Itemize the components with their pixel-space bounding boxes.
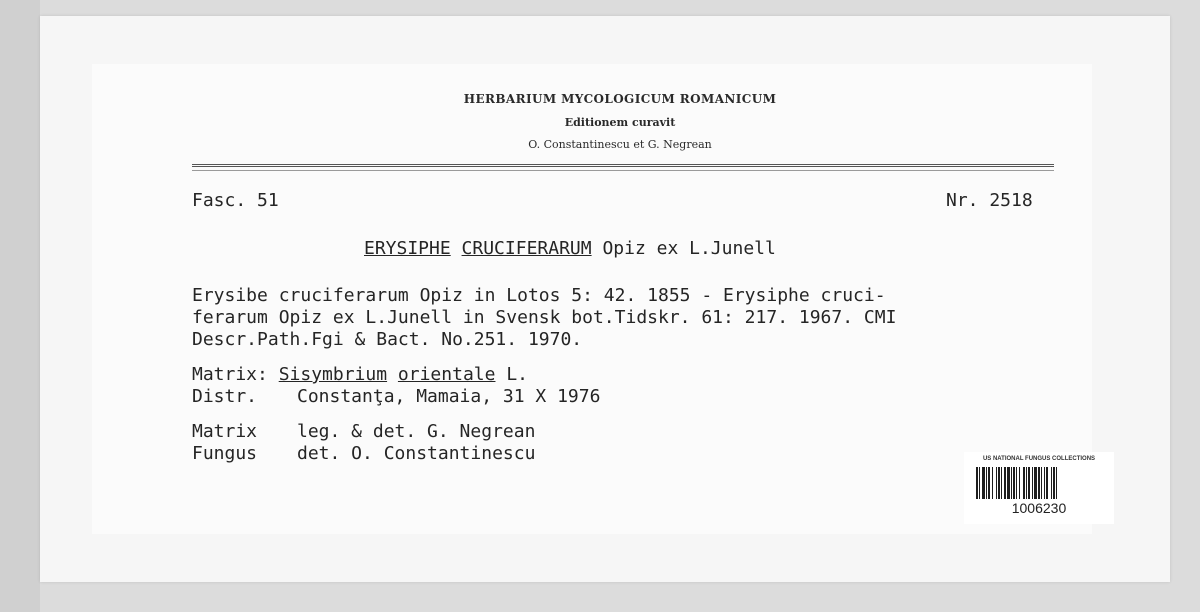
synonymy-line: Descr.Path.Fgi & Bact. No.251. 1970. (192, 329, 583, 350)
matrix-row (192, 364, 528, 386)
collector-value: leg. & det. G. Negrean (297, 421, 536, 442)
barcode-number: 1006230 (1011, 500, 1067, 516)
fascicle-number: Fasc. 51 (192, 190, 279, 211)
barcode-bars (976, 467, 1102, 499)
matrix-epithet: orientale (397, 364, 496, 385)
species-epithet: CRUCIFERARUM (461, 238, 592, 259)
collector-label: Matrix (192, 421, 258, 442)
barcode-caption: US NATIONAL FUNGUS COLLECTIONS (982, 456, 1096, 462)
determiner-label: Fungus (192, 443, 258, 464)
header-divider-thin (192, 170, 1054, 171)
distribution-label: Distr. (192, 386, 258, 407)
background-margin (0, 0, 40, 612)
synonymy-line: Erysibe cruciferarum Opiz in Lotos 5: 42. 1855 - Erysiphe cruci- (192, 285, 886, 306)
distribution-row (192, 386, 257, 408)
species-authority: Opiz ex L.Junell (602, 238, 776, 259)
matrix-label: Matrix: (192, 364, 268, 385)
editorial-subtitle: Editionem curavit (564, 116, 676, 129)
determiner-value: det. O. Constantinescu (297, 443, 536, 464)
header-divider (192, 164, 1054, 167)
matrix-genus: Sisymbrium (278, 364, 388, 385)
editors: O. Constantinescu et G. Negrean (528, 138, 712, 151)
species-genus: ERYSIPHE (364, 238, 451, 259)
synonymy-line: ferarum Opiz ex L.Junell in Svensk bot.Tidskr. 61: 217. 1967. CMI (192, 307, 897, 328)
barcode-stripe (1057, 467, 1059, 499)
barcode-sticker (964, 452, 1114, 524)
herbarium-title: HERBARIUM MYCOLOGICUM ROMANICUM (463, 92, 777, 106)
matrix-authority: L. (506, 364, 528, 385)
specimen-number: Nr. 2518 (946, 190, 1033, 211)
distribution-value: Constanţa, Mamaia, 31 X 1976 (297, 386, 601, 407)
species-name (364, 238, 776, 260)
